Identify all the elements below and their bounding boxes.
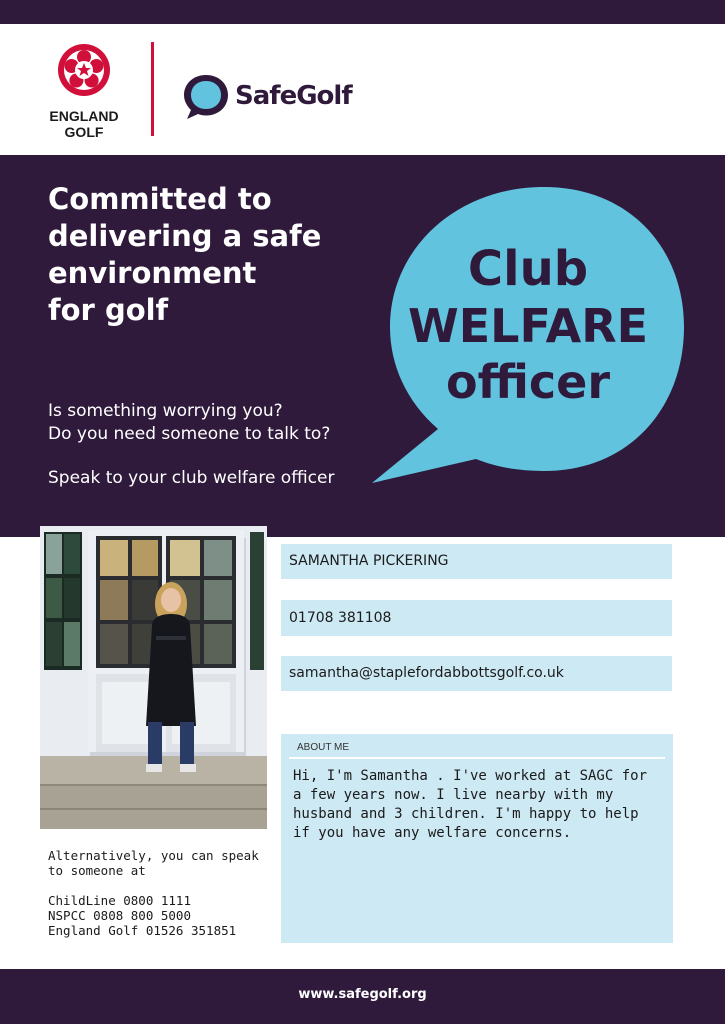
headline-line-4: for golf bbox=[48, 293, 169, 327]
about-me-divider bbox=[289, 757, 665, 759]
question-2: Do you need someone to talk to? bbox=[48, 424, 331, 444]
england-golf-word-2: GOLF bbox=[64, 124, 104, 140]
alt-spacer bbox=[48, 878, 278, 893]
question-1: Is something worrying you? bbox=[48, 401, 283, 421]
bubble-club: Club bbox=[467, 241, 589, 297]
headline-line-2: delivering a safe bbox=[48, 219, 322, 253]
about-me-text: Hi, I'm Samantha . I've worked at SAGC for a few years now. I live nearby with my husband and 3 children. I'm happy to help if you have any welfare concerns. bbox=[293, 768, 648, 841]
alt-contact-england-golf: England Golf 01526 351851 bbox=[48, 923, 237, 938]
footer-url[interactable]: www.safegolf.org bbox=[298, 987, 427, 1002]
about-me-box bbox=[281, 734, 673, 943]
officer-name-field: SAMANTHA PICKERING bbox=[281, 544, 672, 579]
speak-prompt: Speak to your club welfare officer bbox=[48, 468, 335, 488]
alternative-contacts bbox=[48, 848, 278, 938]
headline-line-3: environment bbox=[48, 256, 257, 290]
alt-intro-2: to someone at bbox=[48, 863, 146, 878]
officer-photo bbox=[40, 526, 267, 829]
england-golf-logo bbox=[48, 40, 120, 148]
safegolf-wordmark: SafeGolf bbox=[235, 81, 352, 111]
england-golf-word-1: ENGLAND bbox=[49, 108, 119, 124]
alt-contact-childline: ChildLine 0800 1111 bbox=[48, 893, 191, 908]
bubble-welfare: WELFARE bbox=[407, 299, 649, 353]
alt-intro-1: Alternatively, you can speak bbox=[48, 848, 259, 863]
alt-contact-nspcc: NSPCC 0808 800 5000 bbox=[48, 908, 191, 923]
tudor-rose-icon bbox=[48, 40, 120, 106]
footer bbox=[0, 969, 725, 1024]
logo-divider bbox=[151, 42, 154, 136]
headline bbox=[48, 181, 348, 329]
officer-phone-field: 01708 381108 bbox=[281, 600, 672, 636]
header bbox=[0, 24, 725, 155]
bubble-text bbox=[383, 241, 673, 409]
officer-email-field: samantha@staplefordabbottsgolf.co.uk bbox=[281, 656, 672, 691]
hero-banner bbox=[0, 155, 725, 537]
officer-photo-image bbox=[40, 526, 267, 829]
about-me-label: ABOUT ME bbox=[297, 742, 350, 753]
questions bbox=[48, 400, 330, 446]
england-golf-wordmark bbox=[36, 108, 132, 140]
top-bar bbox=[0, 0, 725, 24]
headline-line-1: Committed to bbox=[48, 182, 272, 216]
bubble-officer: officer bbox=[445, 355, 611, 409]
